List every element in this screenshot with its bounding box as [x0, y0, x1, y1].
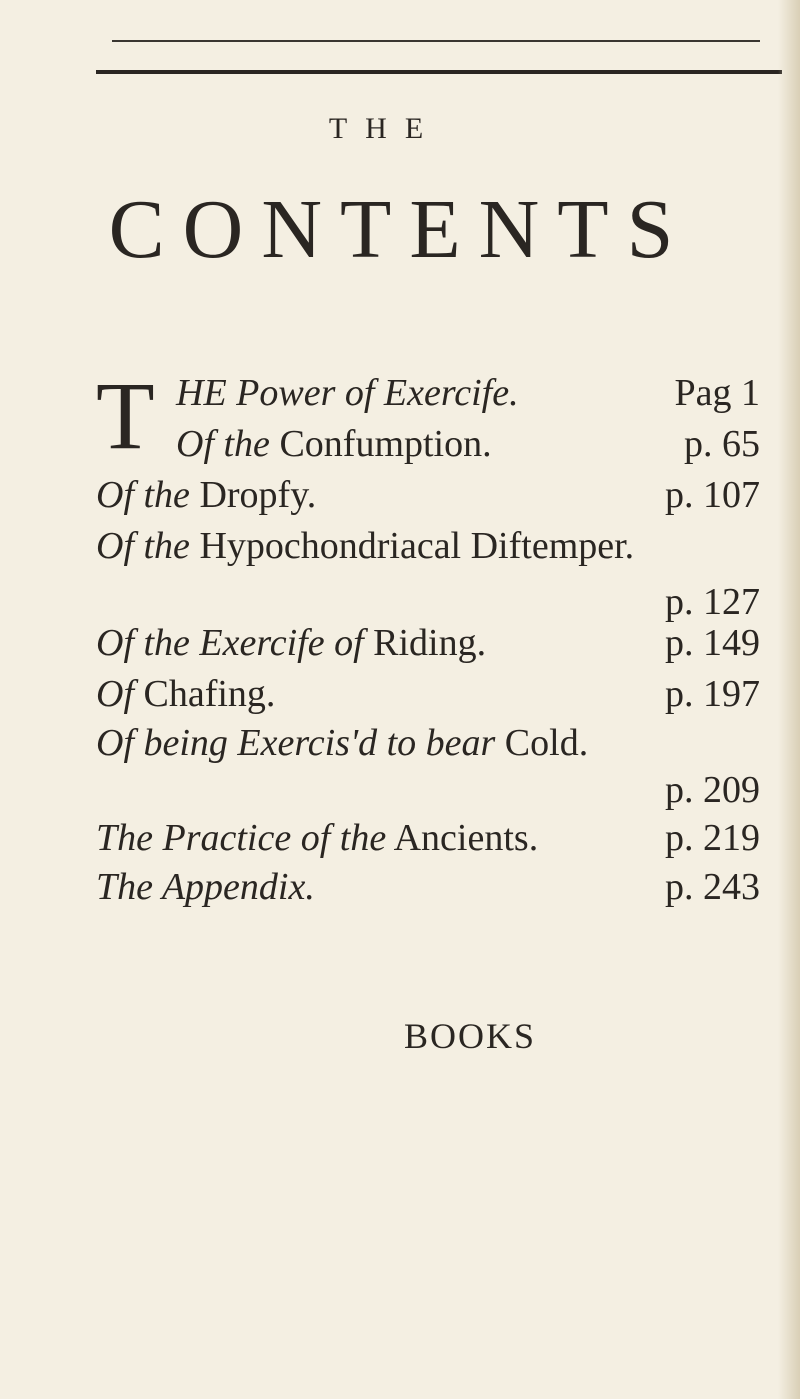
entry-page: p. 149 [665, 622, 760, 664]
page-title: CONTENTS [108, 183, 692, 276]
entry-title [96, 724, 588, 762]
drop-cap: T [96, 362, 155, 469]
entry-title [96, 476, 316, 514]
entry-page: p. 127 [665, 581, 760, 623]
page-edge-shadow [778, 0, 800, 1399]
entry-title [96, 819, 538, 857]
entry-roman: Chafing. [143, 673, 276, 715]
entry-roman: Hypochondriacal Diftemper. [199, 525, 635, 567]
entry-italic: HE Power of Exercife. [176, 372, 519, 414]
entry-page: Pag 1 [674, 372, 760, 414]
entry-italic: The Appendix. [96, 866, 315, 908]
entry-title [176, 425, 492, 463]
entry-roman: Cold. [504, 722, 589, 764]
entry-page: p. 243 [665, 866, 760, 908]
entry-page: p. 197 [665, 673, 760, 715]
entry-italic: Of the [96, 525, 190, 567]
entry-roman: Dropfy. [199, 474, 317, 516]
entry-title [96, 868, 315, 906]
entry-roman: Confumption. [279, 423, 492, 465]
entry-page: p. 219 [665, 817, 760, 859]
entry-page: p. 65 [684, 423, 760, 465]
entry-title [96, 624, 486, 662]
catchword: BOOKS [403, 1016, 537, 1056]
entry-italic: Of [96, 673, 134, 715]
entry-title [176, 374, 519, 412]
entry-italic: Of being Exercis'd to bear [96, 722, 496, 764]
entry-page: p. 107 [665, 474, 760, 516]
entry-italic: The Practice of the [96, 817, 387, 859]
entry-roman: Ancients. [393, 817, 539, 859]
entry-page: p. 209 [665, 769, 760, 811]
header-the: THE [328, 112, 442, 145]
entry-title [96, 527, 634, 565]
entry-italic: Of the [176, 423, 270, 465]
entry-italic: Of the Exercife of [96, 622, 364, 664]
entry-italic: Of the [96, 474, 190, 516]
entry-roman: Riding. [373, 622, 487, 664]
entry-title [96, 675, 275, 713]
